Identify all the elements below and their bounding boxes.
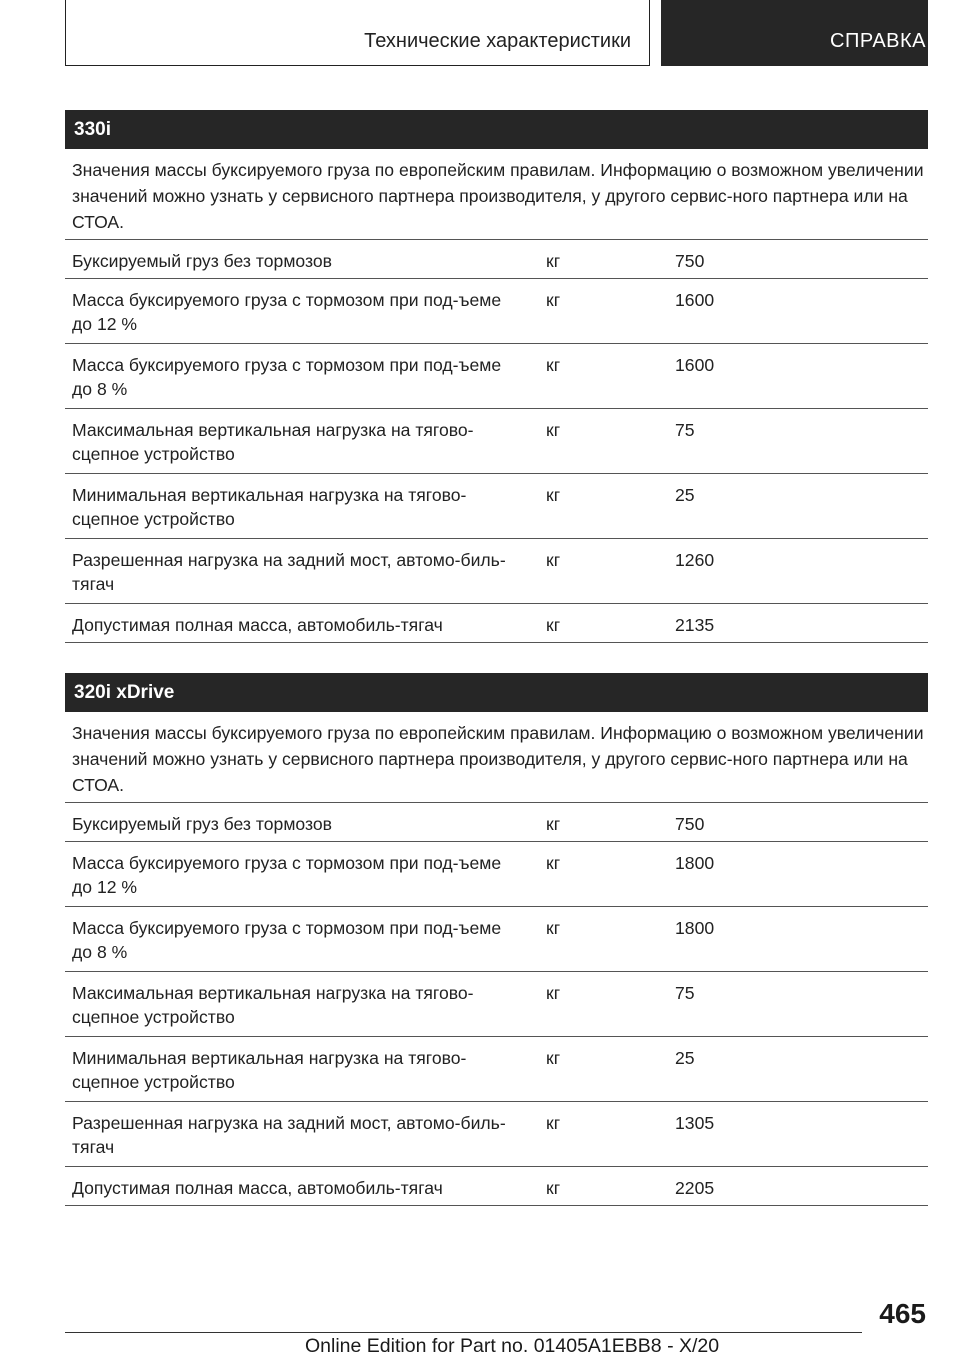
row-unit: кг <box>546 853 561 873</box>
row-unit: кг <box>546 550 561 570</box>
row-value: 2135 <box>675 615 715 635</box>
row-value: 1800 <box>675 918 715 938</box>
row-value: 1600 <box>675 355 715 375</box>
table-row <box>65 972 928 1037</box>
table-row <box>65 279 928 344</box>
row-label: Буксируемый груз без тормозов <box>72 251 333 271</box>
row-label: Масса буксируемого груза с тормозом при под-ъеме до 8 % <box>72 918 502 962</box>
section-title: Технические характеристики <box>364 30 631 52</box>
row-value: 25 <box>675 485 695 505</box>
row-value: 750 <box>675 251 705 271</box>
footer-edition: Online Edition for Part no. 01405A1EBB8 - X/20 <box>305 1335 720 1357</box>
table-row <box>65 409 928 474</box>
row-unit: кг <box>546 983 561 1003</box>
row-value: 750 <box>675 814 705 834</box>
row-label: Масса буксируемого груза с тормозом при под-ъеме до 12 % <box>72 853 502 897</box>
row-value: 1800 <box>675 853 715 873</box>
table-row <box>65 474 928 539</box>
footer-divider <box>65 1332 862 1333</box>
row-unit: кг <box>546 814 561 834</box>
page-header <box>65 0 928 66</box>
block-intro: Значения массы буксируемого груза по европейским правилам. Информацию о возможном увеличении значений можно узнать у сервисного партнера производителя, у другого сервис-ного партнера или на СТОА. <box>65 712 928 803</box>
row-value: 1305 <box>675 1113 715 1133</box>
table-row <box>65 1167 928 1206</box>
row-label: Максимальная вертикальная нагрузка на тягово-сцепное устройство <box>72 420 474 464</box>
page-number: 465 <box>879 1298 926 1329</box>
row-unit: кг <box>546 1178 561 1198</box>
row-unit: кг <box>546 485 561 505</box>
block-title: 330i <box>65 110 928 149</box>
row-unit: кг <box>546 918 561 938</box>
row-label: Разрешенная нагрузка на задний мост, автомо-биль-тягач <box>72 550 506 594</box>
chapter-title: СПРАВКА <box>830 30 926 52</box>
row-unit: кг <box>546 615 561 635</box>
row-value: 2205 <box>675 1178 715 1198</box>
row-unit: кг <box>546 251 561 271</box>
row-value: 25 <box>675 1048 695 1068</box>
block-title: 320i xDrive <box>65 673 928 712</box>
row-value: 1260 <box>675 550 715 570</box>
table-row <box>65 240 928 279</box>
table-row <box>65 1037 928 1102</box>
row-unit: кг <box>546 1048 561 1068</box>
row-unit: кг <box>546 1113 561 1133</box>
row-label: Максимальная вертикальная нагрузка на тягово-сцепное устройство <box>72 983 474 1027</box>
section-tab <box>65 0 650 66</box>
row-label: Минимальная вертикальная нагрузка на тягово-сцепное устройство <box>72 485 467 529</box>
row-unit: кг <box>546 290 561 310</box>
chapter-tab <box>661 0 928 66</box>
spec-block-320i-xdrive <box>65 673 928 1206</box>
row-label: Минимальная вертикальная нагрузка на тягово-сцепное устройство <box>72 1048 467 1092</box>
row-value: 75 <box>675 420 695 440</box>
row-unit: кг <box>546 420 561 440</box>
row-label: Допустимая полная масса, автомобиль-тягач <box>72 615 443 635</box>
table-row <box>65 539 928 604</box>
spec-block-330i <box>65 110 928 643</box>
block-intro: Значения массы буксируемого груза по европейским правилам. Информацию о возможном увеличении значений можно узнать у сервисного партнера производителя, у другого сервис-ного партнера или на СТОА. <box>65 149 928 240</box>
table-row <box>65 907 928 972</box>
row-label: Масса буксируемого груза с тормозом при под-ъеме до 12 % <box>72 290 502 334</box>
row-unit: кг <box>546 355 561 375</box>
row-label: Допустимая полная масса, автомобиль-тягач <box>72 1178 443 1198</box>
row-value: 1600 <box>675 290 715 310</box>
table-row <box>65 1102 928 1167</box>
row-value: 75 <box>675 983 695 1003</box>
row-label: Буксируемый груз без тормозов <box>72 814 333 834</box>
row-label: Разрешенная нагрузка на задний мост, автомо-биль-тягач <box>72 1113 506 1157</box>
table-row <box>65 604 928 643</box>
row-label: Масса буксируемого груза с тормозом при под-ъеме до 8 % <box>72 355 502 399</box>
table-row <box>65 842 928 907</box>
table-row <box>65 803 928 842</box>
table-row <box>65 344 928 409</box>
